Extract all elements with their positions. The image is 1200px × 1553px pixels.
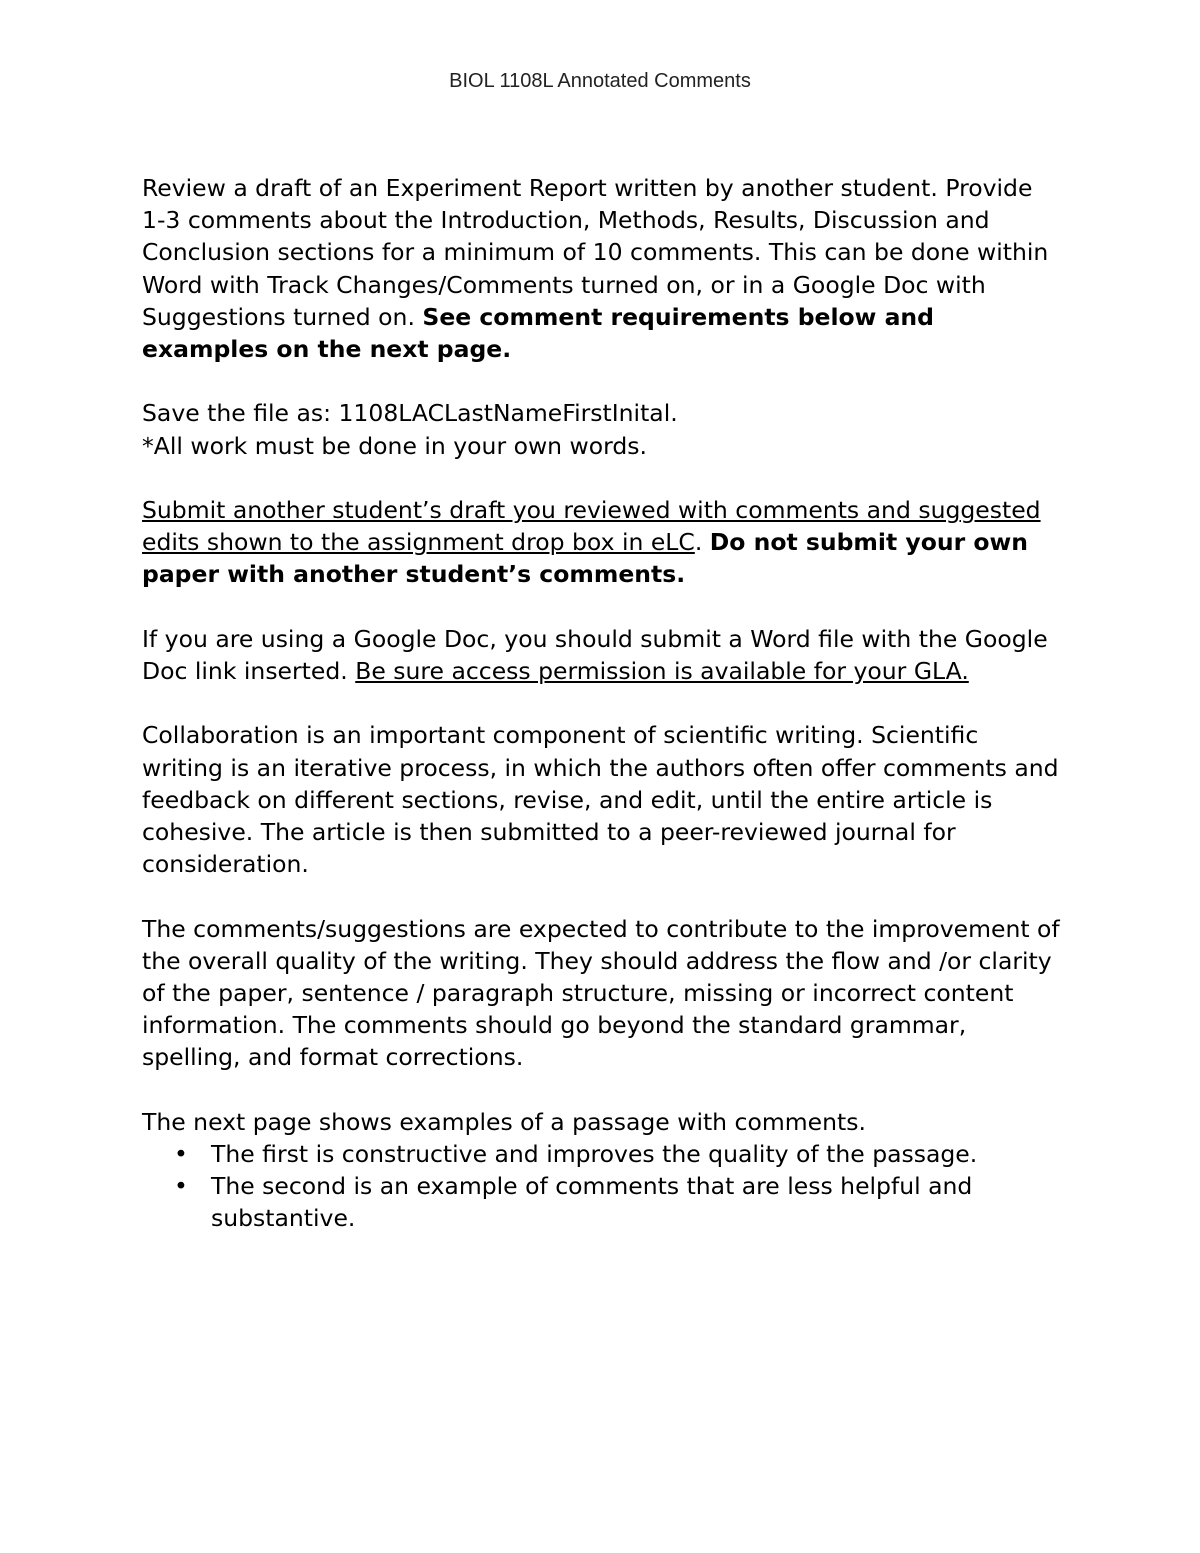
paragraph-gap xyxy=(142,591,1062,623)
list-item xyxy=(142,1170,1062,1234)
list-item-text: The first is constructive and improves the quality of the passage. xyxy=(211,1140,978,1168)
save-file-paragraph xyxy=(142,397,1062,461)
own-words-note: *All work must be done in your own words. xyxy=(142,431,648,460)
list-item xyxy=(142,1138,1062,1170)
paragraph-gap xyxy=(142,365,1062,397)
paragraph-gap xyxy=(142,687,1062,719)
submission-period: . xyxy=(694,528,710,557)
google-doc-paragraph xyxy=(142,623,1062,687)
save-file-instruction: Save the file as: 1108LACLastNameFirstInital. xyxy=(142,399,678,428)
list-item-text: The second is an example of comments that are less helpful and substantive. xyxy=(211,1172,973,1233)
submission-instruction: Submit another student’s draft you reviewed with comments and suggested edits shown to the assignment drop box in eLC xyxy=(142,496,1041,557)
google-doc-instruction: If you are using a Google Doc, you should submit a Word file with the Google Doc link inserted. xyxy=(142,624,1048,685)
paragraph-gap xyxy=(142,1074,1062,1106)
examples-list xyxy=(142,1138,1062,1235)
paragraph-gap xyxy=(142,462,1062,494)
examples-intro: The next page shows examples of a passage with comments. xyxy=(142,1107,866,1136)
submission-warning: Do not submit your own paper with another student’s comments. xyxy=(142,528,1028,589)
page-header-title: BIOL 1108L Annotated Comments xyxy=(449,70,751,92)
bullet-icon: • xyxy=(174,1140,188,1168)
collaboration-paragraph: Collaboration is an important component of scientific writing. Scientific writing is an iterative process, in which the authors often offer comments and feedback on different sections, revise, and edit, until the entire article is cohesive. The article is then submitted to a peer-reviewed journal for consideration. xyxy=(142,721,1059,879)
comments-expectations-paragraph: The comments/suggestions are expected to contribute to the improvement of the overall quality of the writing. They should address the flow and /or clarity of the paper, sentence / paragraph structure, missing or incorrect content information. The comments should go beyond the standard grammar, spelling, and format corrections. xyxy=(142,914,1060,1072)
access-permission-note: Be sure access permission is available for your GLA. xyxy=(355,657,969,685)
instructions-text: Review a draft of an Experiment Report written by another student. Provide 1-3 comments about the Introduction, Methods, Results, Discussion and Conclusion sections for a minimum of 10 comments. This can be done within Word with Track Changes/Comments turned on, or in a Google Doc with Suggestions turned on. xyxy=(142,174,1049,331)
bullet-icon: • xyxy=(174,1172,188,1201)
paragraph-gap xyxy=(142,880,1062,912)
submission-paragraph xyxy=(142,494,1062,591)
document-body xyxy=(142,172,1062,1235)
instructions-paragraph xyxy=(142,172,1062,365)
instructions-bold-note: See comment requirements below and examples on the next page. xyxy=(142,302,934,364)
